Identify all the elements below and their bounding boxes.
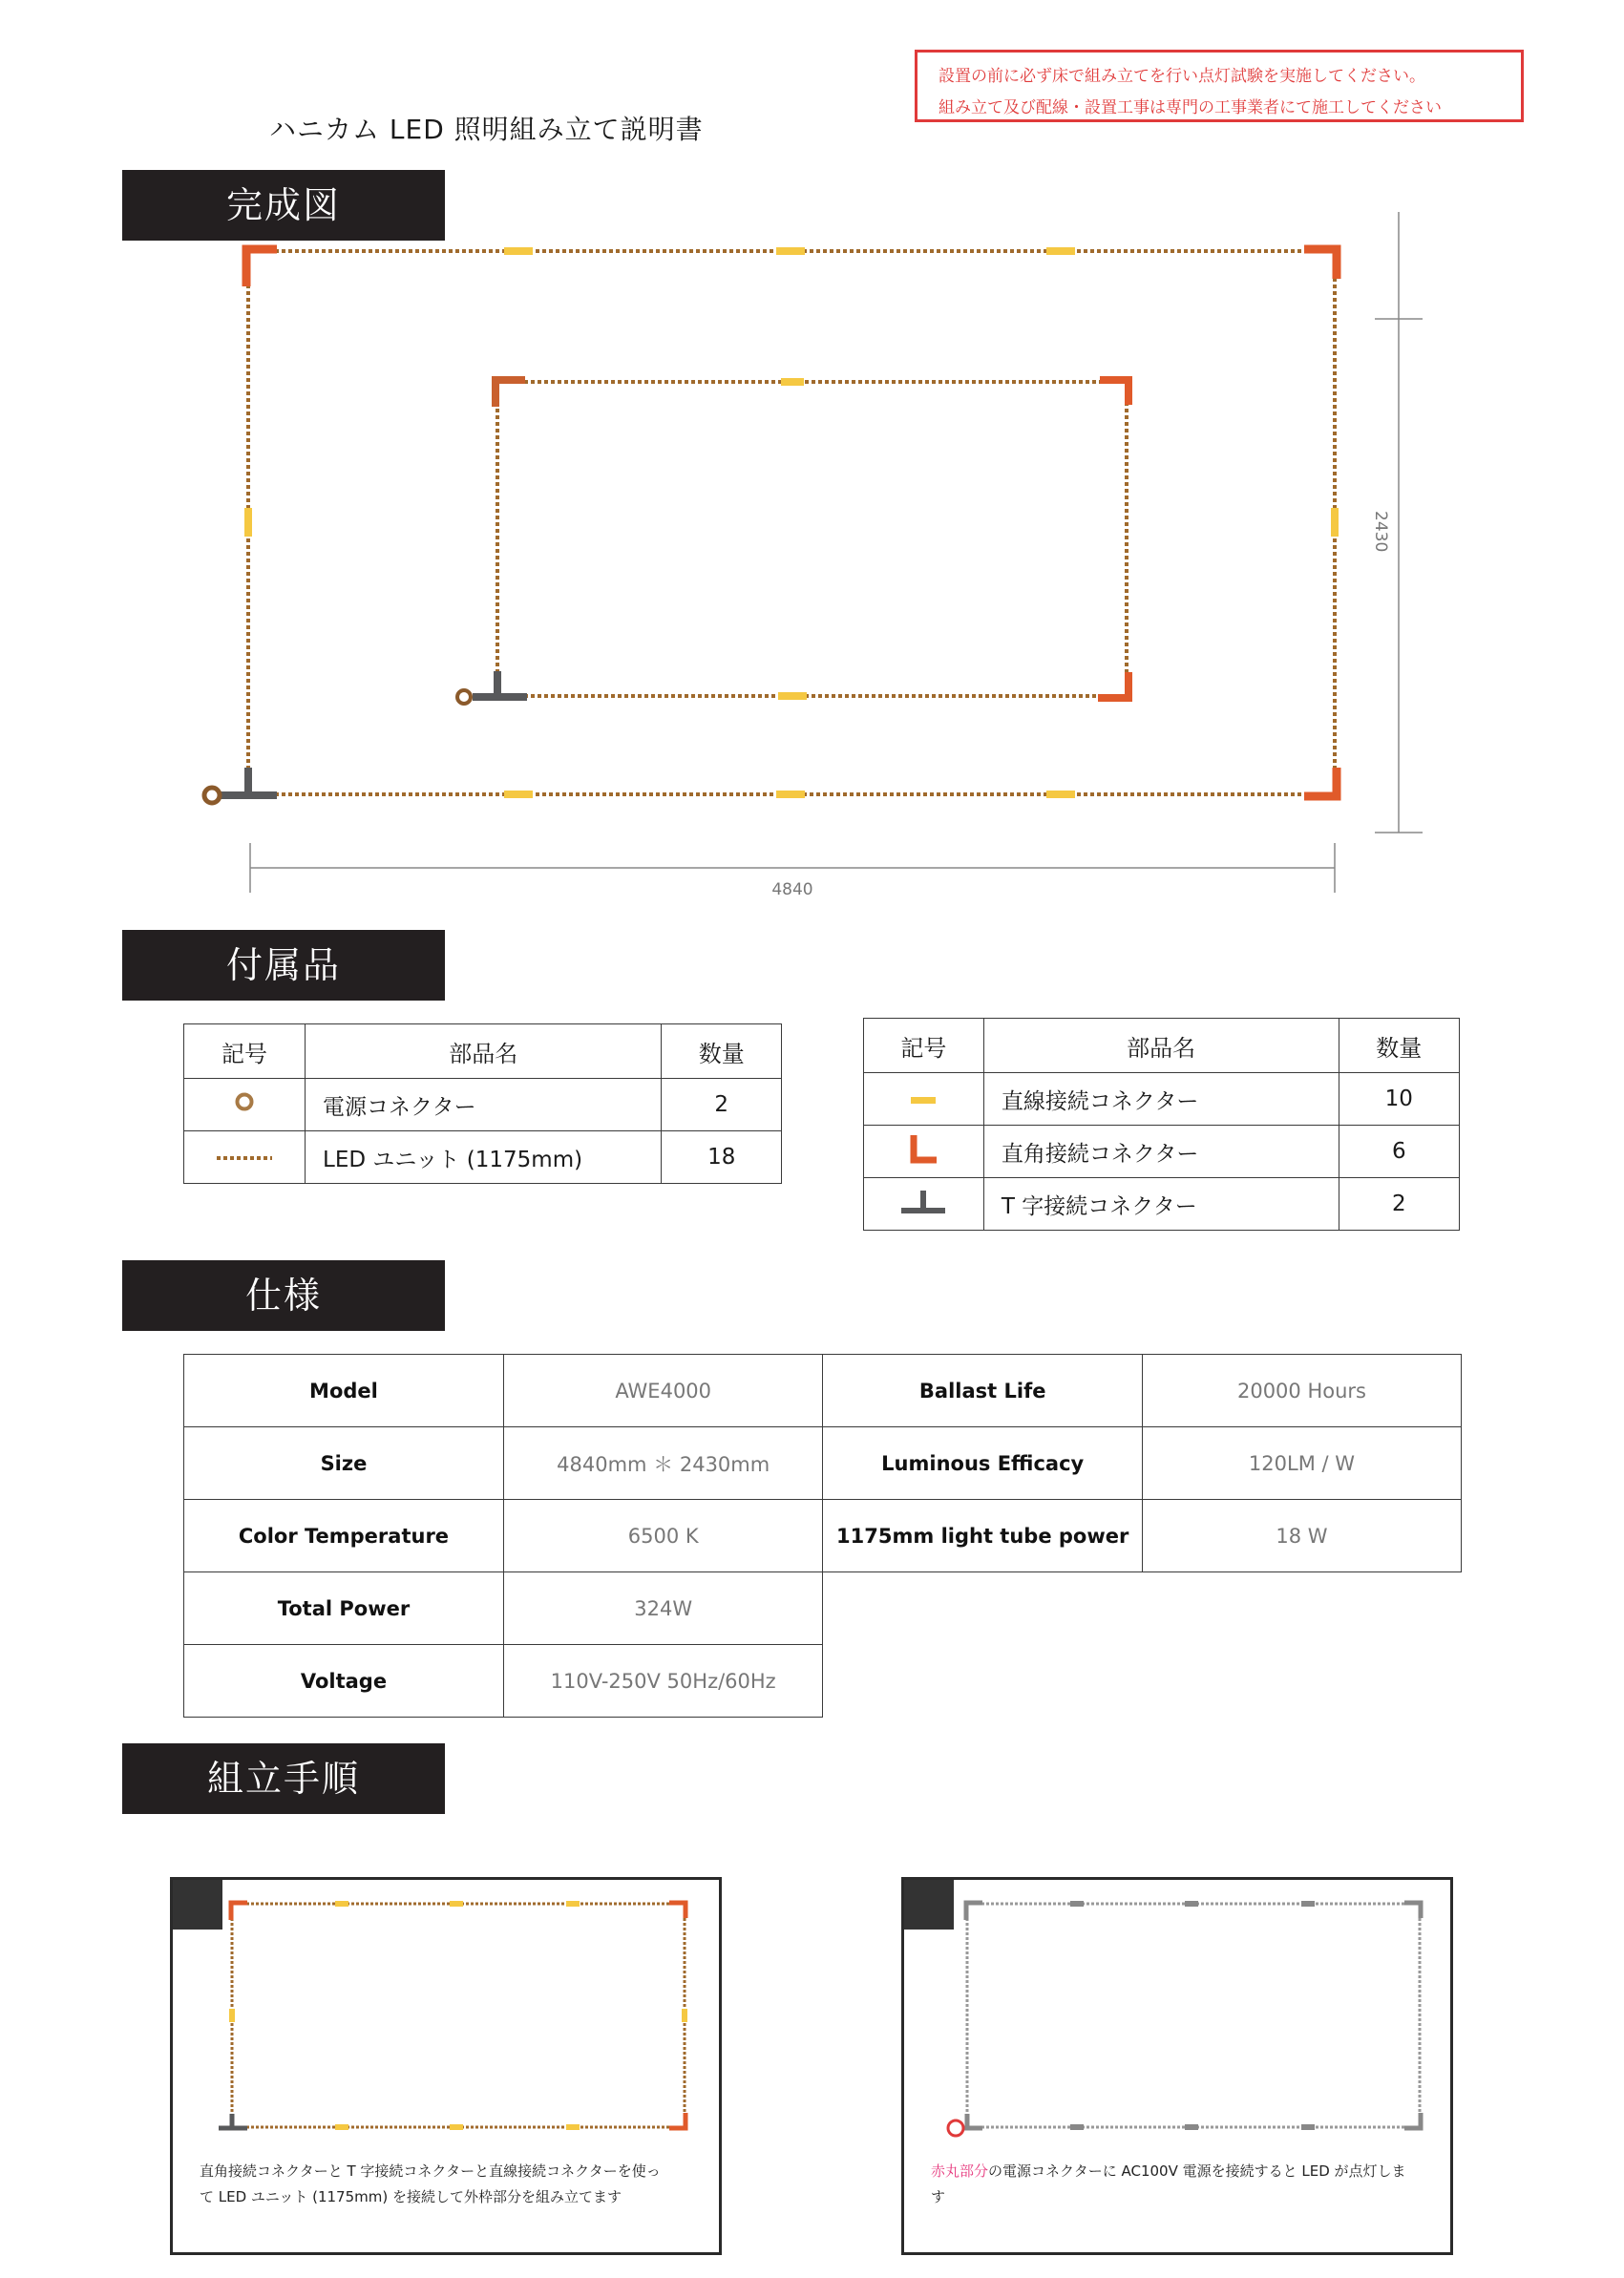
step-2-text-line-2: す: [931, 2188, 946, 2205]
column-header-part-name: 部品名: [983, 1019, 1339, 1073]
step-2-description: [931, 2159, 1446, 2210]
power-connector-outer: [204, 788, 220, 803]
straight-connector: [450, 1901, 463, 1907]
column-header-quantity: 数量: [1339, 1019, 1459, 1073]
spec-value: 20000 Hours: [1142, 1355, 1461, 1427]
straight-connector: [682, 2009, 687, 2022]
t-connector: [219, 2114, 247, 2128]
complete-diagram: [0, 0, 1624, 917]
straight-connector: [1046, 247, 1075, 255]
part-quantity: 2: [1339, 1178, 1459, 1231]
straight-connector: [781, 378, 804, 386]
spec-table: [183, 1354, 1462, 1718]
straight-connector: [1070, 1901, 1084, 1907]
spec-key: Luminous Efficacy: [823, 1427, 1143, 1500]
step-2-text-line-1: [931, 2159, 1446, 2184]
document-title: ハニカム LED 照明組み立て説明書: [269, 114, 704, 145]
table-row: [864, 1126, 1460, 1178]
spec-key: Total Power: [184, 1572, 504, 1645]
step-1-description: [200, 2159, 715, 2210]
step-2-panel: [901, 1877, 1453, 2255]
step-1-text-line-1: 直角接続コネクターと T 字接続コネクターと直線接続コネクターを使っ: [200, 2162, 661, 2180]
column-header-part-name: 部品名: [306, 1024, 662, 1079]
table-row: [184, 1645, 1462, 1718]
spec-key: Ballast Life: [823, 1355, 1143, 1427]
inner-frame: [457, 378, 1128, 704]
step-1-panel: [170, 1877, 722, 2255]
spec-value: 6500 K: [503, 1500, 823, 1572]
straight-connector: [335, 1901, 348, 1907]
right-angle-connector: [231, 1903, 247, 1920]
table-row: [184, 1079, 782, 1131]
table-row: [864, 1073, 1460, 1126]
straight-connector: [450, 2124, 463, 2130]
straight-connector: [1331, 508, 1339, 537]
part-name: 直線接続コネクター: [983, 1073, 1339, 1126]
table-row: [864, 1178, 1460, 1231]
section-header-spec: [122, 1260, 445, 1331]
part-name: 電源コネクター: [306, 1079, 662, 1131]
spec-value: 18 W: [1142, 1500, 1461, 1572]
column-header-symbol: 記号: [864, 1019, 984, 1073]
spec-key: 1175mm light tube power: [823, 1500, 1143, 1572]
table-row: [184, 1500, 1462, 1572]
straight-connector: [778, 692, 807, 700]
straight-connector: [1301, 2124, 1315, 2130]
straight-connector-icon: [864, 1073, 984, 1126]
right-angle-connector: [1404, 1903, 1421, 1918]
straight-connector: [1301, 1901, 1315, 1907]
straight-connector: [566, 1901, 580, 1907]
accessories-table-left: [183, 1023, 782, 1184]
straight-connector: [1185, 1901, 1198, 1907]
table-row: [184, 1427, 1462, 1500]
part-name: LED ユニット (1175mm): [306, 1131, 662, 1184]
t-connector-icon: [864, 1178, 984, 1231]
straight-connector: [229, 2009, 235, 2022]
section-title-accessories: 付属品: [225, 944, 341, 986]
led-unit-icon: [184, 1131, 306, 1184]
column-header-quantity: 数量: [662, 1024, 782, 1079]
dimension-height-label: 2430: [1371, 511, 1390, 553]
red-circle-part-label: 赤丸部分: [931, 2162, 989, 2180]
spec-key: Model: [184, 1355, 504, 1427]
spec-key: Voltage: [184, 1645, 504, 1718]
spec-value: 4840mm ＊ 2430mm: [503, 1427, 823, 1500]
spec-key: Color Temperature: [184, 1500, 504, 1572]
accessories-table-right: [863, 1018, 1460, 1231]
right-angle-connector-inner-tr: [1100, 380, 1128, 405]
section-title-spec: 仕様: [244, 1275, 322, 1317]
right-angle-connector-inner-tl: [496, 380, 525, 407]
outer-frame: [204, 247, 1339, 803]
right-angle-connector-icon: [864, 1126, 984, 1178]
step-2-text-rest: の電源コネクターに AC100V 電源を接続すると LED が点灯しま: [988, 2162, 1406, 2180]
straight-connector: [244, 508, 252, 537]
t-connector-inner: [473, 671, 527, 697]
step-1-text-line-2: て LED ユニット (1175mm) を接続して外枠部分を組み立てます: [200, 2188, 622, 2205]
table-row: [184, 1355, 1462, 1427]
dimension-width-label: 4840: [771, 880, 813, 899]
power-connector-icon: [184, 1079, 306, 1131]
straight-connector: [776, 247, 805, 255]
part-name: 直角接続コネクター: [983, 1126, 1339, 1178]
section-title-complete: 完成図: [225, 184, 341, 226]
warning-line-1: 設置の前に必ず床で組み立てを行い点灯試験を実施してください。: [939, 67, 1425, 86]
straight-connector: [1185, 2124, 1198, 2130]
straight-connector: [504, 247, 533, 255]
t-connector-outer: [220, 768, 277, 795]
section-header-accessories: [122, 930, 445, 1001]
warning-line-2: 組み立て及び配線・設置工事は専門の工事業者にて施工してください: [939, 98, 1442, 117]
right-angle-connector: [966, 1903, 982, 1920]
spec-value: 110V-250V 50Hz/60Hz: [503, 1645, 823, 1718]
spec-value: 120LM / W: [1142, 1427, 1461, 1500]
part-quantity: 2: [662, 1079, 782, 1131]
section-title-procedure: 組立手順: [206, 1758, 360, 1800]
part-name: T 字接続コネクター: [983, 1178, 1339, 1231]
spec-value: AWE4000: [503, 1355, 823, 1427]
spec-key: Size: [184, 1427, 504, 1500]
spec-value: 324W: [503, 1572, 823, 1645]
right-angle-connector-tl: [246, 249, 277, 286]
power-connector-inner: [457, 690, 471, 704]
section-header-procedure: [122, 1743, 445, 1814]
right-angle-connector: [669, 2113, 685, 2128]
dimension-lines: [250, 212, 1423, 893]
straight-connector: [504, 791, 533, 798]
part-quantity: 6: [1339, 1126, 1459, 1178]
straight-connector: [1070, 2124, 1084, 2130]
table-row: [184, 1131, 782, 1184]
column-header-symbol: 記号: [184, 1024, 306, 1079]
part-quantity: 18: [662, 1131, 782, 1184]
straight-connector: [1046, 791, 1075, 798]
table-row: [184, 1572, 1462, 1645]
straight-connector: [776, 791, 805, 798]
right-angle-connector: [669, 1903, 685, 1918]
power-connector-highlight: [948, 2120, 963, 2136]
straight-connector: [335, 2124, 348, 2130]
part-quantity: 10: [1339, 1073, 1459, 1126]
right-angle-connector-br: [1304, 768, 1337, 796]
straight-connector: [566, 2124, 580, 2130]
right-angle-connector-inner-br: [1098, 672, 1128, 698]
right-angle-connector: [1404, 2113, 1421, 2128]
right-angle-connector-tr: [1304, 249, 1337, 279]
